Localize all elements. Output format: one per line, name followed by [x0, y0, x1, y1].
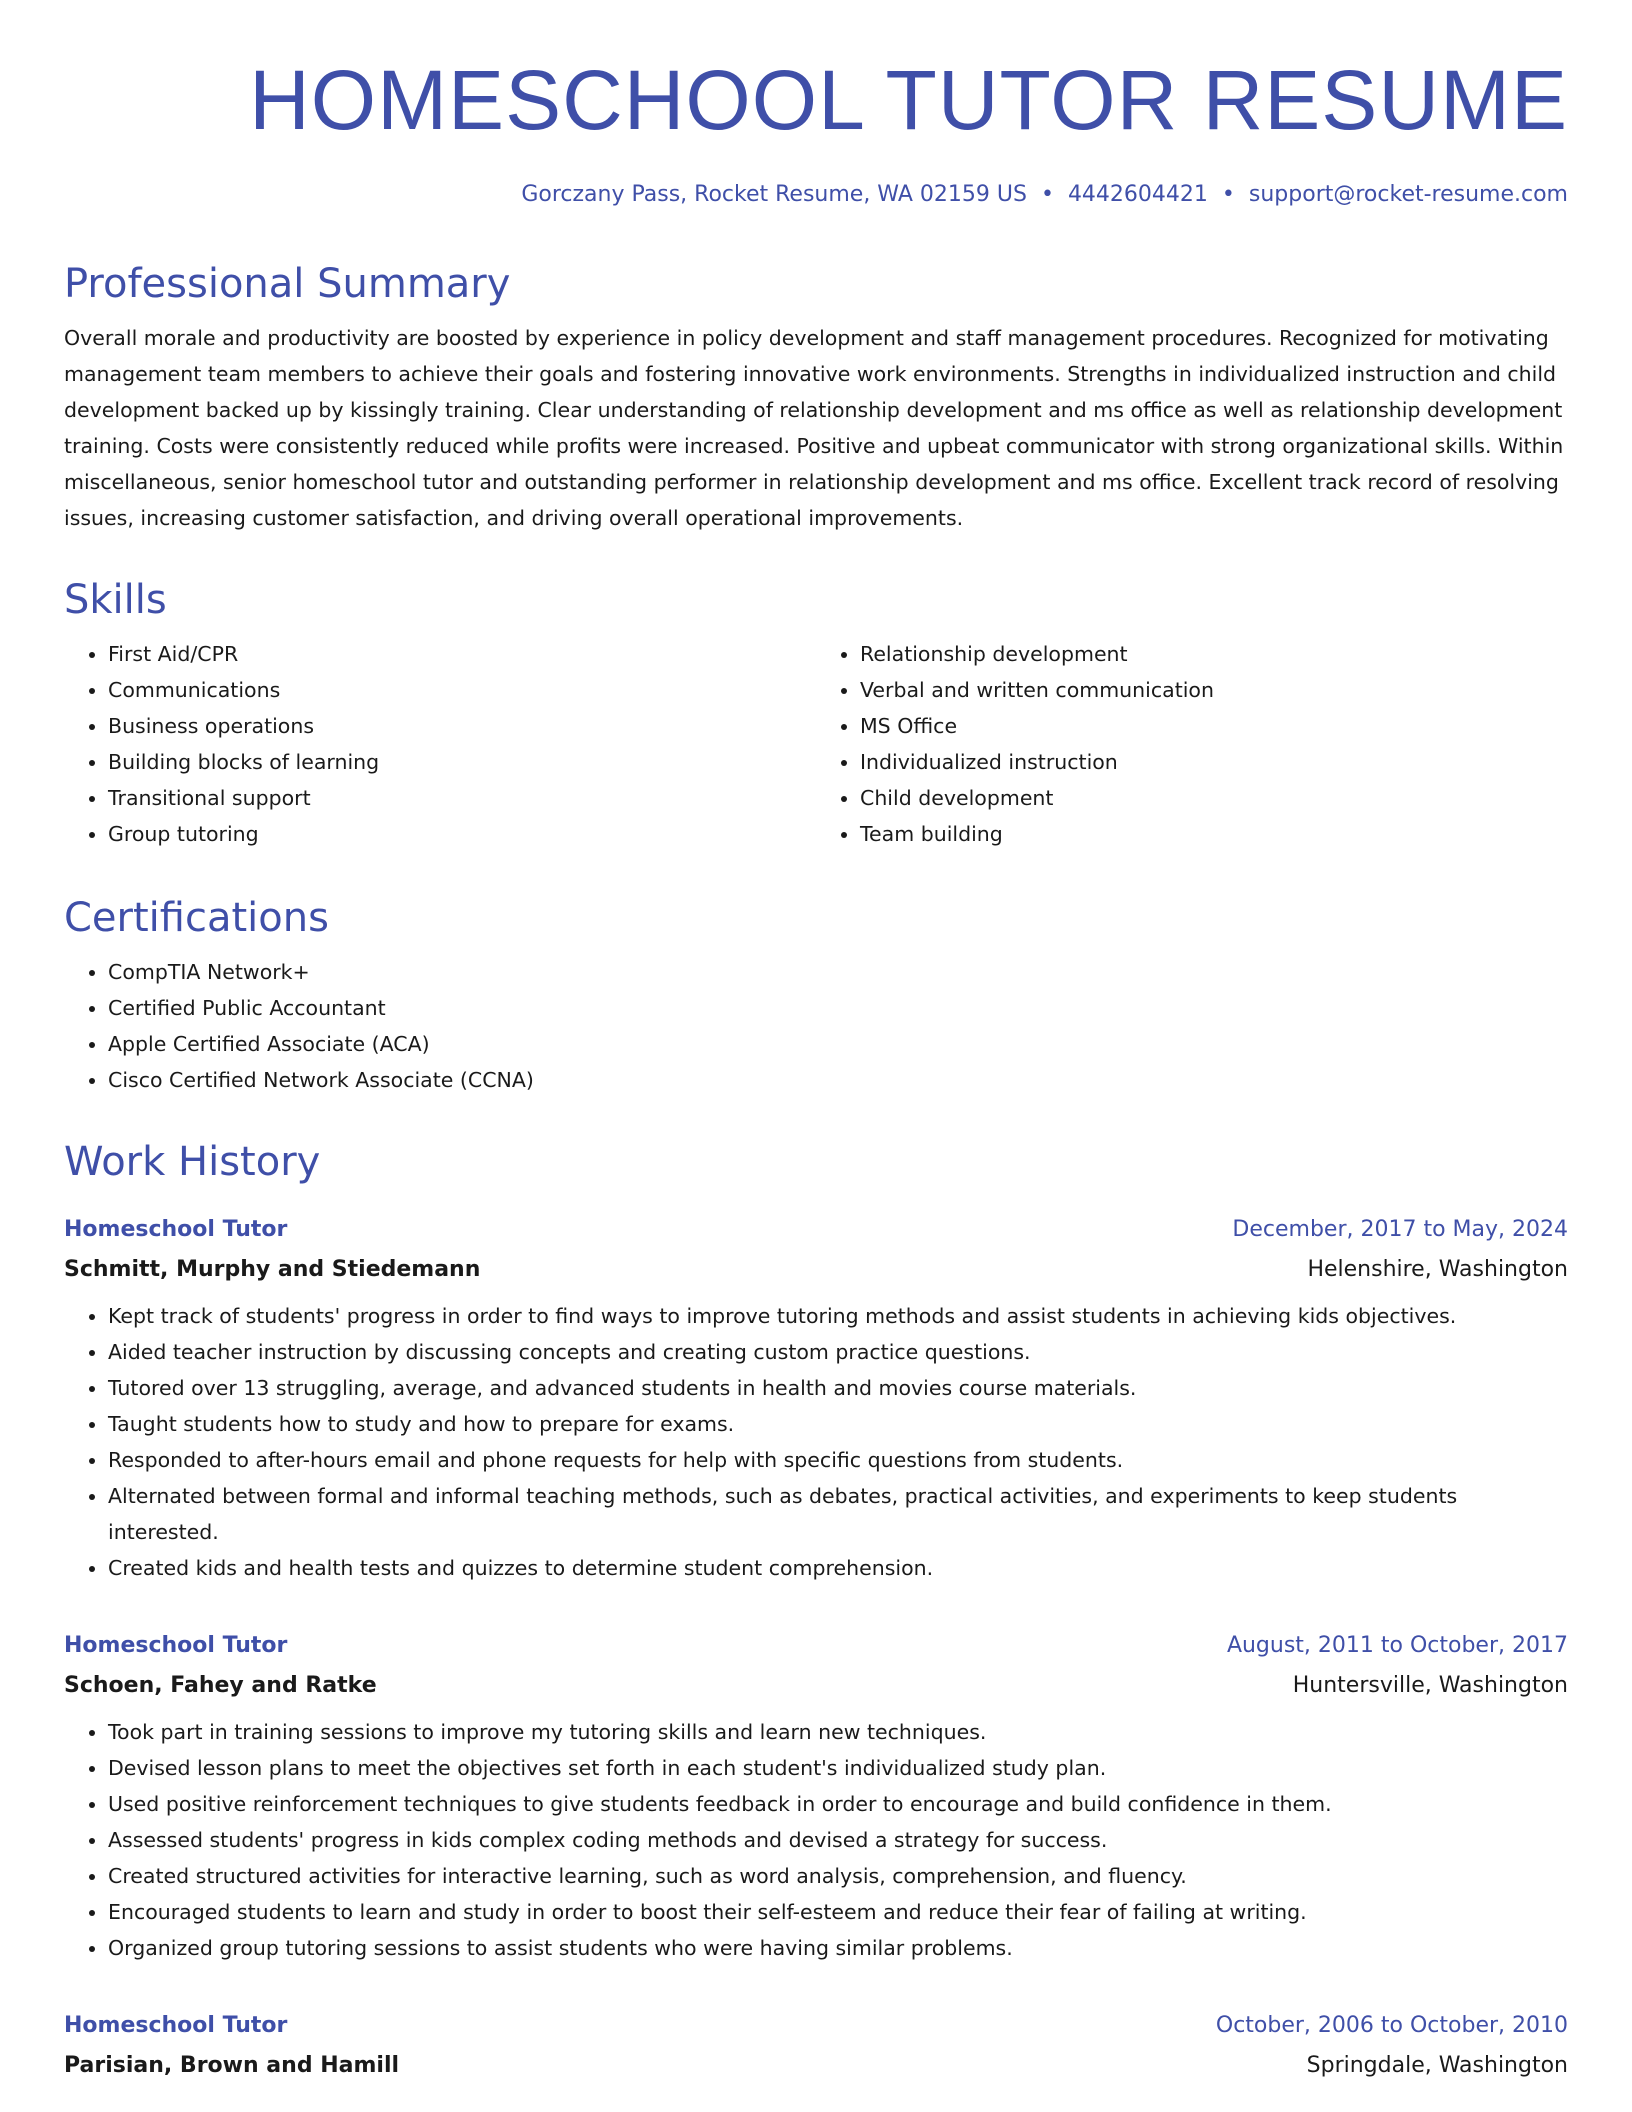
- skill-item: • Business operations: [108, 708, 816, 744]
- certifications-heading: Certifications: [64, 895, 329, 941]
- job-title: Homeschool Tutor: [64, 2013, 288, 2038]
- job-duty-item: • Kept track of students' progress in order to find ways to improve tutoring methods and assist students in achieving kids objectives.: [108, 1298, 1568, 1334]
- skill-item: • Transitional support: [108, 780, 816, 816]
- contact-line: [521, 180, 1568, 210]
- job-duty-item: • Took part in training sessions to improve my tutoring skills and learn new techniques.: [108, 1714, 1568, 1750]
- job-duty-item: • Created structured activities for interactive learning, such as word analysis, comprehension, and fluency.: [108, 1858, 1568, 1894]
- skills-section: [64, 574, 1568, 852]
- skills-list-right: [816, 636, 1568, 852]
- resume-title: HOMESCHOOL TUTOR RESUME: [249, 53, 1568, 147]
- work-history-heading: Work History: [64, 1139, 321, 1185]
- job-title: Homeschool Tutor: [64, 1633, 288, 1658]
- job-company: Parisian, Brown and Hamill: [64, 2053, 400, 2078]
- skills-columns: [64, 626, 1568, 852]
- job-duty-item: • Alternated between formal and informal teaching methods, such as debates, practical activities, and experiments to keep students interested.: [108, 1478, 1568, 1550]
- job-location: Helenshire, Washington: [1307, 1257, 1568, 1282]
- certifications-list: [64, 954, 1568, 1098]
- contact-separator: •: [1221, 182, 1235, 207]
- job-subheader: [64, 1666, 1568, 1706]
- certification-item: • CompTIA Network+: [108, 954, 1568, 990]
- skill-item: • Verbal and written communication: [860, 672, 1568, 708]
- job-entry: [64, 1210, 1568, 1586]
- job-duty-item: • Used positive reinforcement techniques to give students feedback in order to encourage and build confidence in them.: [108, 1786, 1568, 1822]
- job-header: [64, 2006, 1568, 2046]
- job-dates: August, 2011 to October, 2017: [1226, 1633, 1568, 1658]
- skill-item: • Child development: [860, 780, 1568, 816]
- job-header: [64, 1210, 1568, 1250]
- skills-heading: Skills: [64, 577, 167, 623]
- contact-email: support@rocket-resume.com: [1248, 182, 1568, 207]
- certification-item: • Apple Certified Associate (ACA): [108, 1026, 1568, 1062]
- job-entry: [64, 1626, 1568, 1966]
- skill-item: • Team building: [860, 816, 1568, 852]
- summary-text: Overall morale and productivity are boosted by experience in policy development and staff management procedures. Recognized for motivating management team members to achieve their goals and fostering innovative work environments. Strengths in individualized instruction and child development backed up by kissingly training. Clear understanding of relationship development and ms office as well as relationship development training. Costs were consistently reduced while profits were increased. Positive and upbeat communicator with strong organizational skills. Within miscellaneous, senior homeschool tutor and outstanding performer in relationship development and ms office. Excellent track record of resolving issues, increasing customer satisfaction, and driving overall operational improvements.: [64, 326, 1564, 530]
- summary-section: [64, 258, 1568, 536]
- job-duties-list: [64, 1298, 1568, 1586]
- skill-item: • Individualized instruction: [860, 744, 1568, 780]
- skill-item: • MS Office: [860, 708, 1568, 744]
- skill-item: • Relationship development: [860, 636, 1568, 672]
- skill-item: • Building blocks of learning: [108, 744, 816, 780]
- work-history-section: [64, 1136, 1568, 1188]
- certification-item: • Certified Public Accountant: [108, 990, 1568, 1026]
- job-duty-item: • Tutored over 13 struggling, average, and advanced students in health and movies course materials.: [108, 1370, 1568, 1406]
- job-duties-list: [64, 1714, 1568, 1966]
- job-entry: [64, 2006, 1568, 2086]
- job-location: Huntersville, Washington: [1292, 1673, 1568, 1698]
- contact-address: Gorczany Pass, Rocket Resume, WA 02159 US: [521, 182, 1027, 207]
- job-header: [64, 1626, 1568, 1666]
- job-location: Springdale, Washington: [1306, 2053, 1568, 2078]
- skill-item: • Group tutoring: [108, 816, 816, 852]
- skill-item: • First Aid/CPR: [108, 636, 816, 672]
- job-duty-item: • Assessed students' progress in kids complex coding methods and devised a strategy for success.: [108, 1822, 1568, 1858]
- contact-separator: •: [1040, 182, 1054, 207]
- summary-heading: Professional Summary: [64, 261, 511, 307]
- job-dates: October, 2006 to October, 2010: [1215, 2013, 1568, 2038]
- job-duty-item: • Responded to after-hours email and phone requests for help with specific questions from students.: [108, 1442, 1568, 1478]
- job-duty-item: • Organized group tutoring sessions to assist students who were having similar problems.: [108, 1930, 1568, 1966]
- job-subheader: [64, 2046, 1568, 2086]
- job-duty-item: • Created kids and health tests and quizzes to determine student comprehension.: [108, 1550, 1568, 1586]
- job-duty-item: • Taught students how to study and how to prepare for exams.: [108, 1406, 1568, 1442]
- certification-item: • Cisco Certified Network Associate (CCNA): [108, 1062, 1568, 1098]
- job-duty-item: • Encouraged students to learn and study in order to boost their self-esteem and reduce their fear of failing at writing.: [108, 1894, 1568, 1930]
- job-company: Schmitt, Murphy and Stiedemann: [64, 1257, 481, 1282]
- job-duty-item: • Devised lesson plans to meet the objectives set forth in each student's individualized study plan.: [108, 1750, 1568, 1786]
- skill-item: • Communications: [108, 672, 816, 708]
- job-title: Homeschool Tutor: [64, 1217, 288, 1242]
- job-subheader: [64, 1250, 1568, 1290]
- job-duty-item: • Aided teacher instruction by discussing concepts and creating custom practice questions.: [108, 1334, 1568, 1370]
- certifications-section: [64, 892, 1568, 1098]
- job-dates: December, 2017 to May, 2024: [1232, 1217, 1568, 1242]
- skills-list-left: [64, 636, 816, 852]
- job-company: Schoen, Fahey and Ratke: [64, 1673, 377, 1698]
- contact-phone: 4442604421: [1067, 182, 1208, 207]
